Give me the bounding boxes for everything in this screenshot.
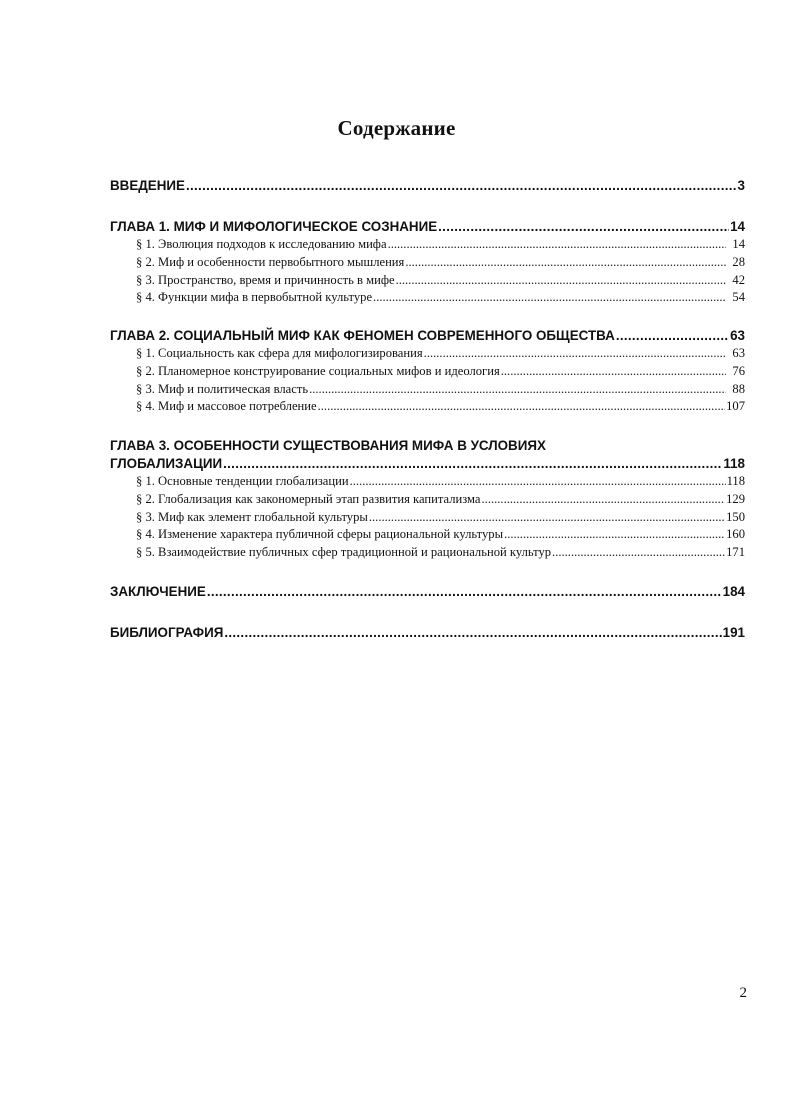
toc-entry-page: 42 bbox=[732, 273, 745, 287]
page-title: Содержание bbox=[337, 116, 456, 140]
dot-leader bbox=[424, 346, 726, 361]
toc-entry-label: § 2. Глобализация как закономерный этап развития капитализма bbox=[136, 492, 481, 506]
toc-entry-page: 118 bbox=[726, 474, 745, 488]
dot-leader bbox=[350, 474, 726, 489]
toc-entry-label: § 4. Изменение характера публичной сферы рациональной культуры bbox=[136, 527, 504, 541]
toc-entry-conclusion[interactable] bbox=[110, 584, 745, 599]
toc-entry-page: 191 bbox=[722, 625, 745, 640]
toc-entry-page: 76 bbox=[732, 364, 745, 378]
toc-entry-label: § 1. Основные тенденции глобализации bbox=[136, 474, 349, 488]
dot-leader bbox=[224, 625, 721, 640]
page-number: 2 bbox=[739, 985, 747, 1001]
toc-entry-label: БИБЛИОГРАФИЯ bbox=[110, 625, 224, 640]
dot-leader bbox=[405, 255, 726, 270]
toc-entry-page: 129 bbox=[726, 492, 745, 506]
toc-entry-section[interactable] bbox=[110, 382, 745, 397]
toc-entry-page: 171 bbox=[726, 545, 745, 559]
toc-entry-label: § 4. Функции мифа в первобытной культуре bbox=[136, 290, 373, 304]
toc-entry-chapter-1[interactable] bbox=[110, 219, 745, 234]
dot-leader bbox=[504, 527, 725, 542]
toc-entry-label: § 3. Пространство, время и причинность в мифе bbox=[136, 273, 395, 287]
toc-entry-page: 88 bbox=[732, 382, 745, 396]
toc-entry-label: § 3. Миф как элемент глобальной культуры bbox=[136, 510, 368, 524]
toc-entry-label: ГЛАВА 2. СОЦИАЛЬНЫЙ МИФ КАК ФЕНОМЕН СОВРЕМЕННОГО ОБЩЕСТВА bbox=[110, 328, 615, 343]
toc-entry-page: 28 bbox=[732, 255, 745, 269]
toc-entry-section[interactable] bbox=[110, 346, 745, 361]
toc-entry-section[interactable] bbox=[110, 237, 745, 252]
dot-leader bbox=[616, 328, 729, 343]
toc-entry-section[interactable] bbox=[110, 399, 745, 414]
toc-entry-section[interactable] bbox=[110, 290, 745, 305]
toc-entry-intro[interactable] bbox=[110, 178, 745, 193]
toc-entry-label: § 5. Взаимодействие публичных сфер традиционной и рациональной культур bbox=[136, 545, 552, 559]
toc-entry-page: 54 bbox=[732, 290, 745, 304]
toc-entry-section[interactable] bbox=[110, 527, 745, 542]
toc-entry-chapter-3-heading[interactable]: ГЛАВА 3. ОСОБЕННОСТИ СУЩЕСТВОВАНИЯ МИФА В УСЛОВИЯХ bbox=[110, 438, 546, 453]
toc-entry-section[interactable] bbox=[110, 255, 745, 270]
dot-leader bbox=[552, 545, 725, 560]
toc-entry-page: 63 bbox=[732, 346, 745, 360]
toc-entry-label: § 1. Эволюция подходов к исследованию мифа bbox=[136, 237, 387, 251]
toc-entry-label: ГЛОБАЛИЗАЦИИ bbox=[110, 456, 223, 471]
toc-entry-page: 184 bbox=[722, 584, 745, 599]
toc-entry-page: 160 bbox=[726, 527, 745, 541]
toc-entry-label: ГЛАВА 1. МИФ И МИФОЛОГИЧЕСКОЕ СОЗНАНИЕ bbox=[110, 219, 438, 234]
toc-entry-section[interactable] bbox=[110, 492, 745, 507]
dot-leader bbox=[186, 178, 737, 193]
toc-entry-page: 63 bbox=[730, 328, 745, 343]
toc-entry-bibliography[interactable] bbox=[110, 625, 745, 640]
toc-entry-page: 14 bbox=[732, 237, 745, 251]
toc-entry-chapter-2[interactable] bbox=[110, 328, 745, 343]
toc-entry-page: 14 bbox=[730, 219, 745, 234]
toc-entry-page: 118 bbox=[723, 456, 745, 471]
toc-entry-label: § 4. Миф и массовое потребление bbox=[136, 399, 317, 413]
toc-entry-label: § 2. Миф и особенности первобытного мышления bbox=[136, 255, 405, 269]
dot-leader bbox=[318, 399, 725, 414]
dot-leader bbox=[438, 219, 729, 234]
toc-entry-label: § 1. Социальность как сфера для мифологизирования bbox=[136, 346, 423, 360]
dot-leader bbox=[396, 273, 726, 288]
dot-leader bbox=[207, 584, 722, 599]
dot-leader bbox=[388, 237, 726, 252]
toc-entry-label: § 3. Миф и политическая власть bbox=[136, 382, 309, 396]
toc-entry-chapter-3[interactable] bbox=[110, 456, 745, 471]
toc-entry-section[interactable] bbox=[110, 510, 745, 525]
dot-leader bbox=[369, 510, 725, 525]
dot-leader bbox=[309, 382, 726, 397]
dot-leader bbox=[223, 456, 722, 471]
toc-entry-label: ЗАКЛЮЧЕНИЕ bbox=[110, 584, 206, 599]
toc-entry-section[interactable] bbox=[110, 273, 745, 288]
dot-leader bbox=[482, 492, 726, 507]
toc-entry-page: 3 bbox=[737, 178, 745, 193]
toc-entry-page: 150 bbox=[726, 510, 745, 524]
toc-entry-label: ВВЕДЕНИЕ bbox=[110, 178, 185, 193]
dot-leader bbox=[373, 290, 726, 305]
toc-entry-section[interactable] bbox=[110, 474, 745, 489]
dot-leader bbox=[501, 364, 726, 379]
toc-entry-section[interactable] bbox=[110, 545, 745, 560]
toc-entry-label: § 2. Планомерное конструирование социальных мифов и идеология bbox=[136, 364, 500, 378]
toc-entry-page: 107 bbox=[726, 399, 745, 413]
toc-entry-section[interactable] bbox=[110, 364, 745, 379]
